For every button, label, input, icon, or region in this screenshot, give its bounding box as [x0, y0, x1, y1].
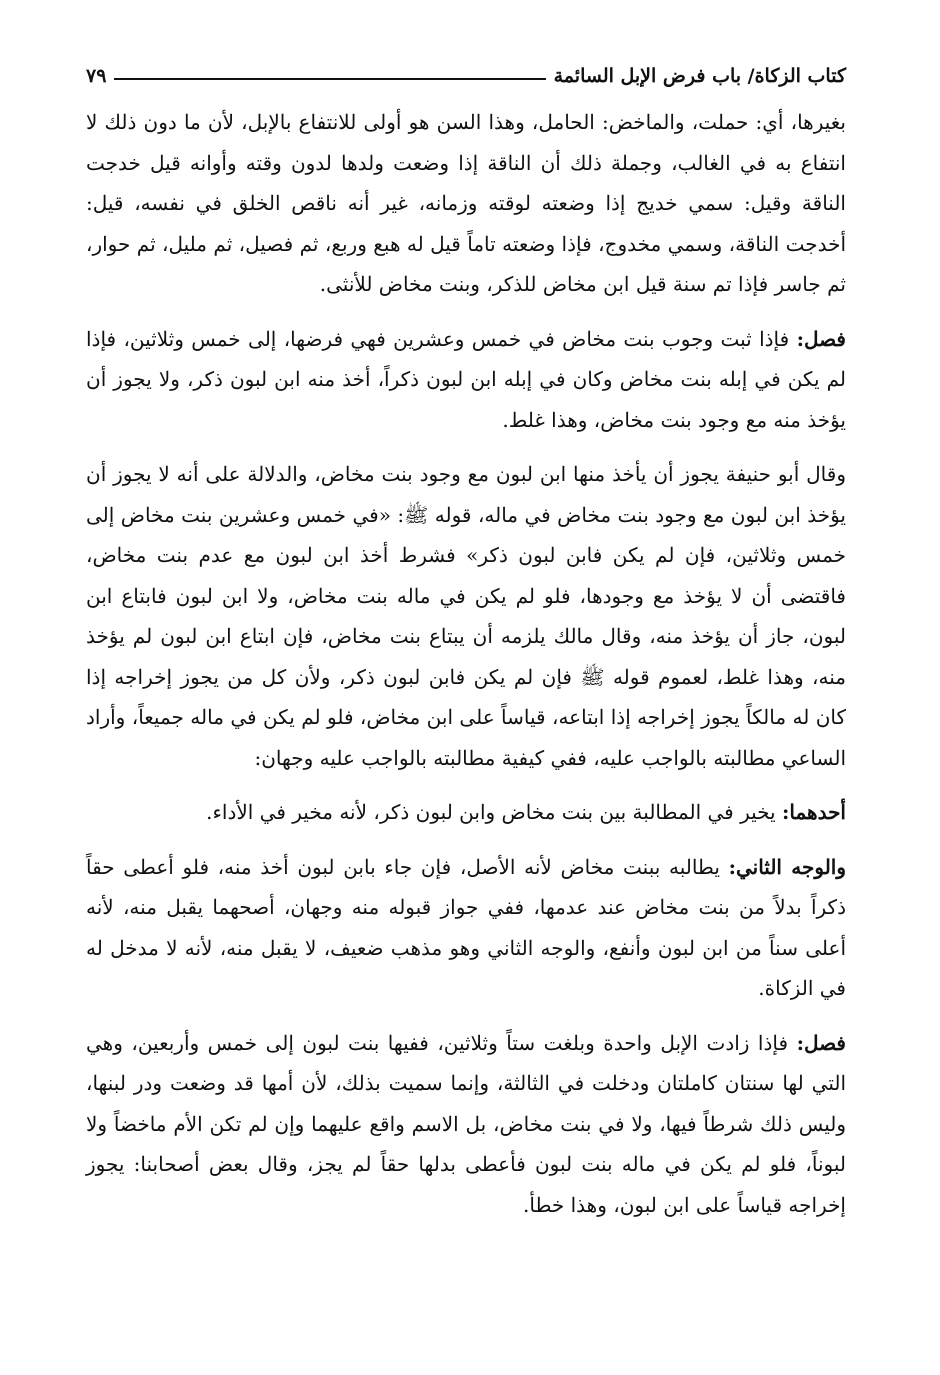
paragraph — [86, 102, 846, 305]
paragraph-text: يطالبه ببنت مخاض لأنه الأصل، فإن جاء بابن لبون أخذ منه، فلو أعطى حقاً ذكراً بدلاً من بنت مخاض عند عدمها، ففي جواز قبوله منه وجهان، أصحهما يقبل منه، لأنه أعلى سناً من ابن لبون وأنفع، والوجه الثاني وهو مذهب ضعيف، لا يقبل منه، لأنه لا مدخل له في الزكاة. — [86, 854, 846, 1000]
page-number: ٧٩ — [86, 65, 107, 87]
paragraph — [86, 319, 846, 441]
running-header — [86, 58, 846, 94]
paragraph — [86, 454, 846, 778]
paragraph — [86, 847, 846, 1009]
paragraph-text: فإذا ثبت وجوب بنت مخاض في خمس وعشرين فهي فرضها، إلى خمس وثلاثين، فإذا لم يكن في إبله بنت مخاض وكان في إبله ابن لبون ذكراً، أخذ منه ابن لبون ذكر، ولا يجوز أن يؤخذ منه مع وجود بنت مخاض، وهذا غلط. — [86, 326, 846, 432]
body-text — [86, 102, 846, 1225]
paragraph-lead: فصل: — [796, 1030, 846, 1055]
book-page — [86, 58, 846, 1225]
paragraph — [86, 792, 846, 833]
header-rule — [114, 78, 545, 80]
paragraph — [86, 1023, 846, 1226]
paragraph-text: يخير في المطالبة بين بنت مخاض وابن لبون ذكر، لأنه مخير في الأداء. — [206, 800, 782, 824]
paragraph-lead: أحدهما: — [781, 800, 846, 824]
paragraph-lead: والوجه الثاني: — [728, 854, 846, 879]
paragraph-text: فإذا زادت الإبل واحدة وبلغت ستاً وثلاثين، ففيها بنت لبون إلى خمس وأربعين، وهي التي لها سنتان كاملتان ودخلت في الثالثة، وإنما سميت بذلك، لأن أمها قد وضعت ودر لبنها، وليس ذلك شرطاً فيها، ولا في بنت مخاض، بل الاسم واقع عليهما وإن لم تكن الأم ماخضاً ولا لبوناً، فلو لم يكن في ماله بنت لبون فأعطى بدلها حقاً لم يجز، وقال بعض أصحابنا: يجوز إخراجه قياساً على ابن لبون، وهذا خطأ. — [86, 1030, 846, 1217]
header-title: كتاب الزكاة/ باب فرض الإبل السائمة — [553, 65, 846, 87]
paragraph-text: وقال أبو حنيفة يجوز أن يأخذ منها ابن لبون مع وجود بنت مخاض، والدلالة على أنه لا يجوز أن يؤخذ ابن لبون مع وجود بنت مخاض في ماله، قوله ﷺ: «في خمس وعشرين بنت مخاض إلى خمس وثلاثين، فإن لم يكن فابن لبون ذكر» فشرط أخذ ابن لبون مع عدم بنت مخاض، فاقتضى أن لا يؤخذ مع وجودها، فلو لم يكن في ماله بنت مخاض، ولا ابن لبون فابتاع ابن لبون، جاز أن يؤخذ منه، وقال مالك يلزمه أن يبتاع بنت مخاض، فإن ابتاع ابن لبون لم يؤخذ منه، وهذا غلط، لعموم قوله ﷺ فإن لم يكن فابن لبون ذكر، ولأن كل من يجوز إخراجه إذا كان له مالكاً يجوز إخراجه إذا ابتاعه، قياساً على ابن مخاض، فلو لم يكن في ماله جميعاً، وأراد الساعي مطالبته بالواجب عليه، ففي كيفية مطالبته بالواجب عليه وجهان: — [86, 462, 846, 770]
paragraph-lead: فصل: — [796, 326, 846, 351]
paragraph-text: بغيرها، أي: حملت، والماخض: الحامل، وهذا السن هو أولى للانتفاع بالإبل، لأن ما دون ذلك لا انتفاع به في الغالب، وجملة ذلك أن الناقة إذا وضعت ولدها لدون وقته وأوانه قيل خدجت الناقة وقيل: سمي خديج إذا وضعته لوقته وزمانه، غير أنه ناقص الخلق في نفسه، قيل: أخدجت الناقة، وسمي مخدوج، فإذا وضعته تاماً قيل له هبع وربع، ثم فصيل، ثم مليل، ثم حوار، ثم جاسر فإذا تم سنة قيل ابن مخاض للذكر، وبنت مخاض للأنثى. — [86, 110, 846, 296]
